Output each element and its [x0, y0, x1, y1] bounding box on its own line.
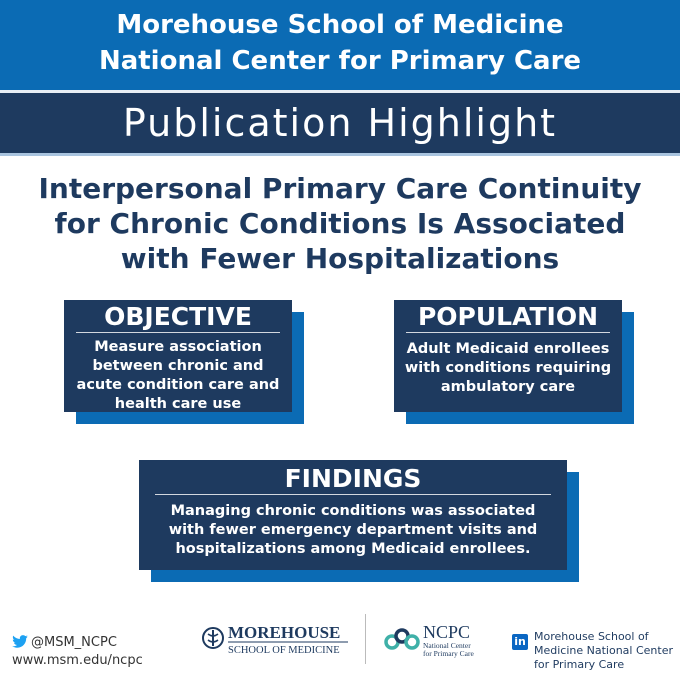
- linkedin-name-line: Medicine National Center: [534, 644, 673, 657]
- header-line-2: National Center for Primary Care: [98, 46, 582, 76]
- findings-body: [149, 502, 557, 559]
- objective-body: [74, 338, 282, 414]
- objective-line: health care use: [114, 396, 242, 412]
- objective-rule: [76, 332, 280, 333]
- population-rule: [406, 332, 610, 333]
- objective-card: [64, 300, 292, 412]
- twitter-handle[interactable]: @MSM_NCPC: [31, 635, 117, 650]
- ncpc-logo-title: NCPC: [423, 622, 471, 642]
- findings-card: [139, 460, 567, 570]
- objective-line: between chronic and: [92, 358, 264, 374]
- population-line: ambulatory care: [440, 379, 576, 395]
- population-body: [404, 340, 612, 397]
- morehouse-logo: [200, 620, 350, 660]
- objective-heading: OBJECTIVE: [104, 302, 252, 331]
- linkedin-icon[interactable]: in: [512, 634, 528, 650]
- findings-line: with fewer emergency department visits and: [168, 522, 538, 538]
- population-line: with conditions requiring: [404, 360, 612, 376]
- ncpc-chain-icon: [383, 618, 493, 662]
- publication-highlight-band: [0, 90, 680, 156]
- findings-line: Managing chronic conditions was associated: [170, 503, 536, 519]
- twitter-handle-row[interactable]: [12, 634, 143, 652]
- findings-rule: [155, 494, 551, 495]
- ncpc-logo-line2: for Primary Care: [423, 649, 474, 658]
- findings-heading: FINDINGS: [284, 464, 422, 493]
- findings-line: hospitalizations among Medicaid enrollees.: [175, 541, 531, 557]
- header-line-1: Morehouse School of Medicine: [116, 10, 564, 40]
- population-card: [394, 300, 622, 412]
- objective-line: Measure association: [94, 339, 262, 355]
- ncpc-logo-line1: National Center: [423, 641, 471, 650]
- linkedin-name-line: for Primary Care: [534, 658, 625, 671]
- linkedin-name-line: Morehouse School of: [534, 630, 649, 643]
- twitter-bird-icon: [12, 635, 28, 648]
- morehouse-logo-top: MOREHOUSE: [228, 623, 341, 642]
- publication-highlight-text: Publication Highlight: [122, 101, 558, 145]
- header-banner: [0, 0, 680, 90]
- ncpc-logo: [383, 618, 493, 662]
- logo-divider: [365, 614, 366, 664]
- population-heading: POPULATION: [417, 302, 599, 331]
- footer-contact: [12, 634, 143, 670]
- morehouse-logo-bottom: SCHOOL OF MEDICINE: [228, 645, 340, 656]
- morehouse-seal-icon: [200, 620, 350, 660]
- article-title-line-3: with Fewer Hospitalizations: [120, 242, 560, 275]
- objective-line: acute condition care and: [76, 377, 280, 393]
- article-title-line-2: for Chronic Conditions Is Associated: [54, 207, 626, 240]
- article-title-line-1: Interpersonal Primary Care Continuity: [38, 172, 642, 205]
- website-link[interactable]: www.msm.edu/ncpc: [12, 653, 143, 668]
- population-line: Adult Medicaid enrollees: [406, 341, 610, 357]
- linkedin-name[interactable]: [534, 630, 673, 672]
